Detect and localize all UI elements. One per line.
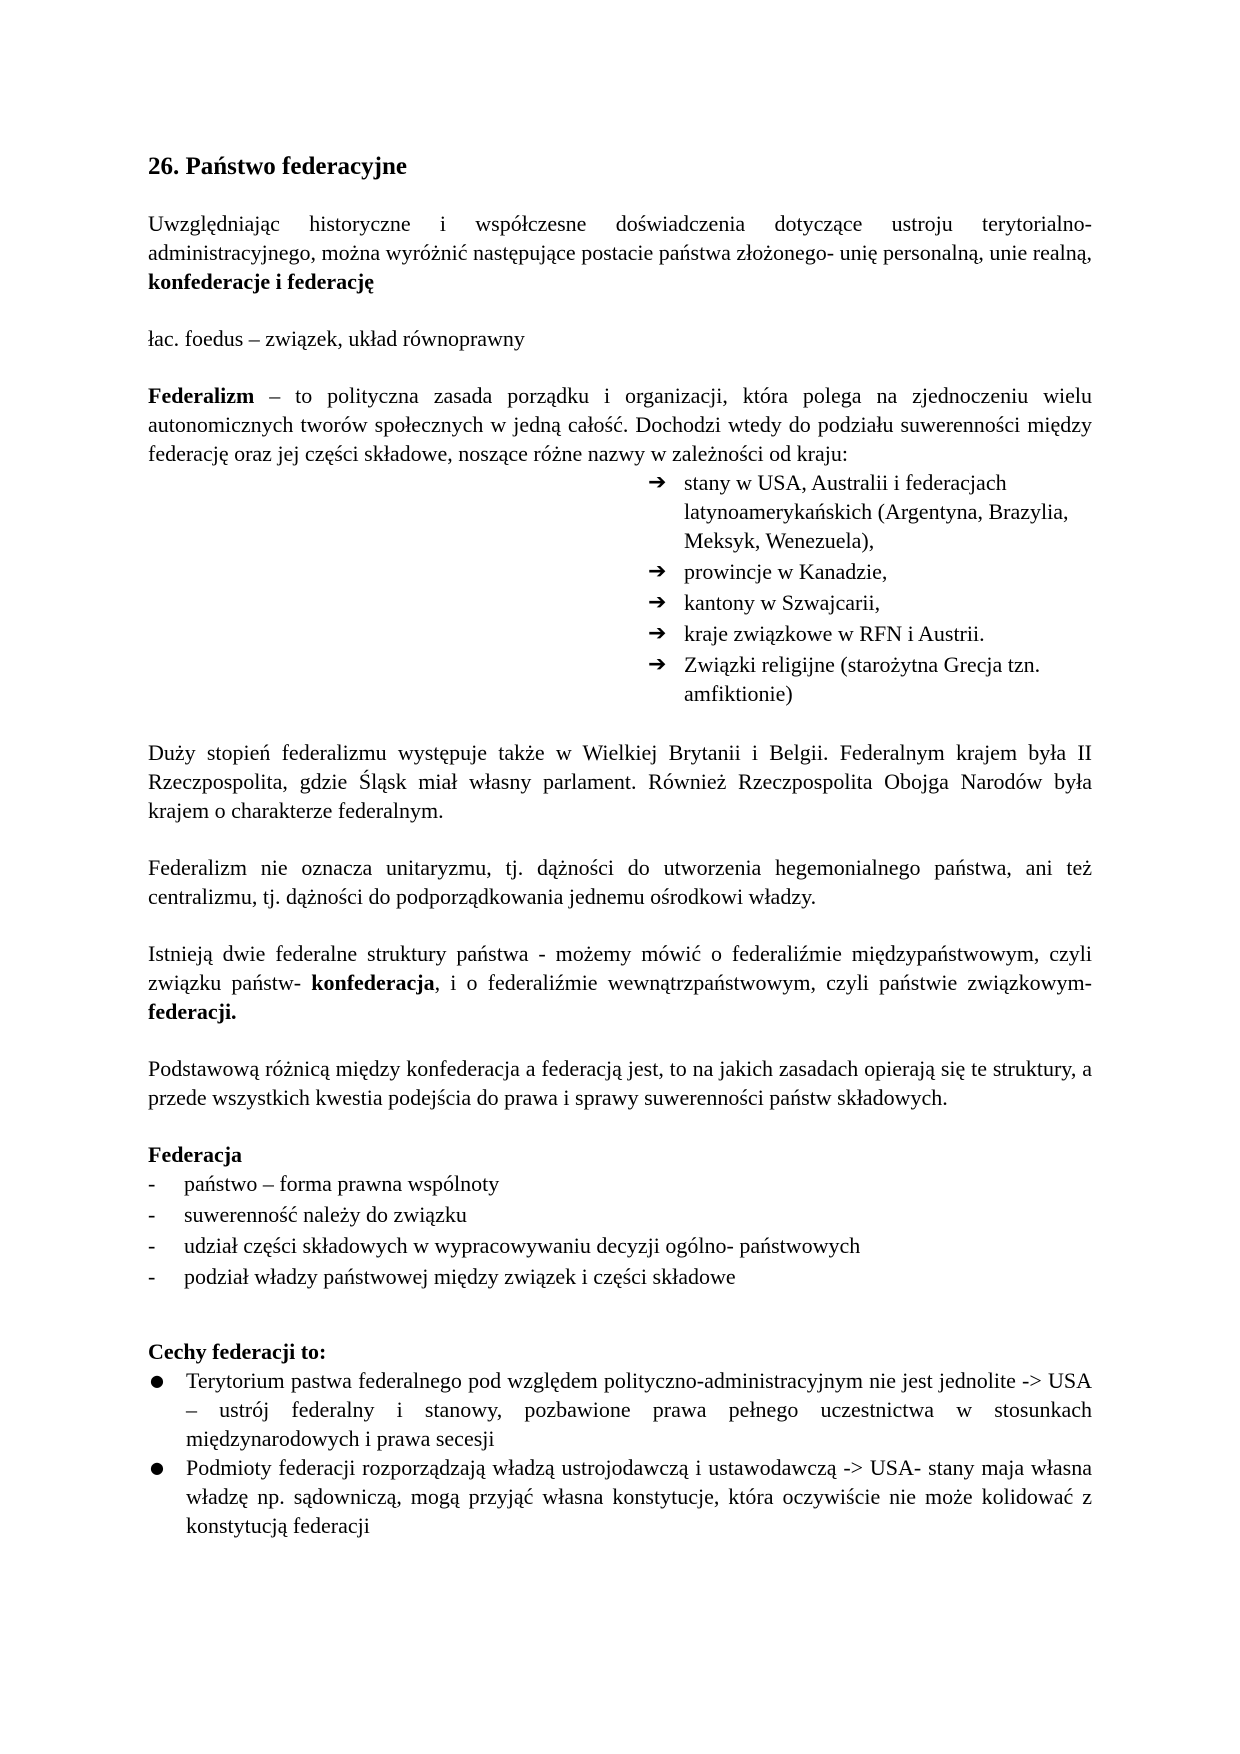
unitarism-paragraph: Federalizm nie oznacza unitaryzmu, tj. dążności do utworzenia hegemonialnego państwa, ani też centralizmu, tj. dążności do podporządkowania jednemu ośrodkowi władzy. [148, 855, 1092, 909]
list-item [148, 1366, 1092, 1453]
dash-marker: - [148, 1171, 156, 1196]
list-item [148, 1169, 1092, 1198]
dash-marker: - [148, 1202, 156, 1227]
list-item-text: stany w USA, Australii i federacjach latynoamerykańskich (Argentyna, Brazylia, Meksyk, Wenezuela), [684, 470, 1069, 553]
list-item-text: prowincje w Kanadzie, [684, 559, 888, 584]
federalism-examples-block [148, 468, 1092, 710]
list-item-text: kantony w Szwajcarii, [684, 590, 881, 615]
dash-marker: - [148, 1233, 156, 1258]
structures-paragraph [148, 939, 1092, 1026]
dash-marker: - [148, 1264, 156, 1289]
list-item [648, 650, 1092, 708]
federation-heading: Federacja [148, 1142, 243, 1167]
federalism-text: – to polityczna zasada porządku i organizacji, która polega na zjednoczeniu wielu autonomicznych tworów społecznych w jedną całość. Dochodzi wtedy do podziału suwerenności między federację oraz jej części składowe, noszące różne nazwy w zależności od kraju: [148, 383, 1092, 466]
list-item [148, 1453, 1092, 1540]
list-item-text: Terytorium pastwa federalnego pod względem polityczno-administracyjnym nie jest jednolite -> USA – ustrój federalny i stanowy, pozbawione prawa pełnego uczestnictwa w stosunkach międzynarodowych i prawa secesji [186, 1368, 1092, 1451]
difference-paragraph: Podstawową różnicą między konfederacja a federacją jest, to na jakich zasadach opierają się te struktury, a przede wszystkich kwestia podejścia do prawa i sprawy suwerenności państw składowych. [148, 1056, 1092, 1110]
list-item-text: suwerenność należy do związku [184, 1202, 467, 1227]
right-arrow-icon: ➔ [648, 559, 667, 584]
right-arrow-icon: ➔ [648, 470, 667, 495]
list-item-text: Związki religijne (starożytna Grecja tzn. amfiktionie) [684, 652, 1041, 706]
list-item [148, 1231, 1092, 1260]
list-item [648, 619, 1092, 648]
federalism-examples-list [648, 468, 1092, 710]
list-item [148, 1200, 1092, 1229]
intro-paragraph [148, 209, 1092, 296]
etymology-line: łac. foedus – związek, układ równoprawny [148, 326, 525, 351]
federation-list [148, 1169, 1092, 1291]
features-heading: Cechy federacji to: [148, 1339, 327, 1364]
structures-bold-2: federacji. [148, 999, 237, 1024]
list-item [648, 588, 1092, 617]
federalism-paragraph [148, 381, 1092, 468]
degree-paragraph: Duży stopień federalizmu występuje także w Wielkiej Brytanii i Belgii. Federalnym krajem była II Rzeczpospolita, gdzie Śląsk miał własny parlament. Również Rzeczpospolita Obojga Narodów była krajem o charakterze federalnym. [148, 740, 1092, 823]
bullet-icon: ● [150, 1458, 164, 1477]
list-item-text: Podmioty federacji rozporządzają władzą ustrojodawczą i ustawodawczą -> USA- stany maja własna władzę np. sądowniczą, mogą przyjąć własna konstytucje, która oczywiście nie może kolidować z konstytucją federacji [186, 1455, 1092, 1538]
structures-text-2: , i o federaliźmie wewnątrzpaństwowym, czyli państwie związkowym- [434, 970, 1093, 995]
right-arrow-icon: ➔ [648, 652, 667, 677]
federalism-term: Federalizm [148, 383, 255, 408]
intro-bold: konfederacje i federację [148, 269, 375, 294]
list-item [148, 1262, 1092, 1291]
right-arrow-icon: ➔ [648, 590, 667, 615]
list-item [648, 468, 1092, 555]
structures-text-1: Istnieją dwie federalne struktury państwa - możemy mówić o federaliźmie międzypaństwowym, czyli związku państw- [148, 941, 1092, 995]
intro-text: Uwzględniając historyczne i współczesne doświadczenia dotyczące ustroju terytorialno-administracyjnego, można wyróżnić następujące postacie państwa złożonego- unię personalną, unie realną, [148, 211, 1092, 265]
list-item-text: udział części składowych w wypracowywaniu decyzji ogólno- państwowych [184, 1233, 861, 1258]
bullet-icon: ● [150, 1371, 164, 1390]
list-item-text: podział władzy państwowej między związek i części składowe [184, 1264, 736, 1289]
list-item [648, 557, 1092, 586]
right-arrow-icon: ➔ [648, 621, 667, 646]
features-list [148, 1366, 1092, 1540]
list-item-text: kraje związkowe w RFN i Austrii. [684, 621, 985, 646]
document-page [148, 140, 1092, 1540]
list-item-text: państwo – forma prawna wspólnoty [184, 1171, 500, 1196]
structures-bold-1: konfederacja [311, 970, 435, 995]
page-title: 26. Państwo federacyjne [148, 153, 407, 180]
